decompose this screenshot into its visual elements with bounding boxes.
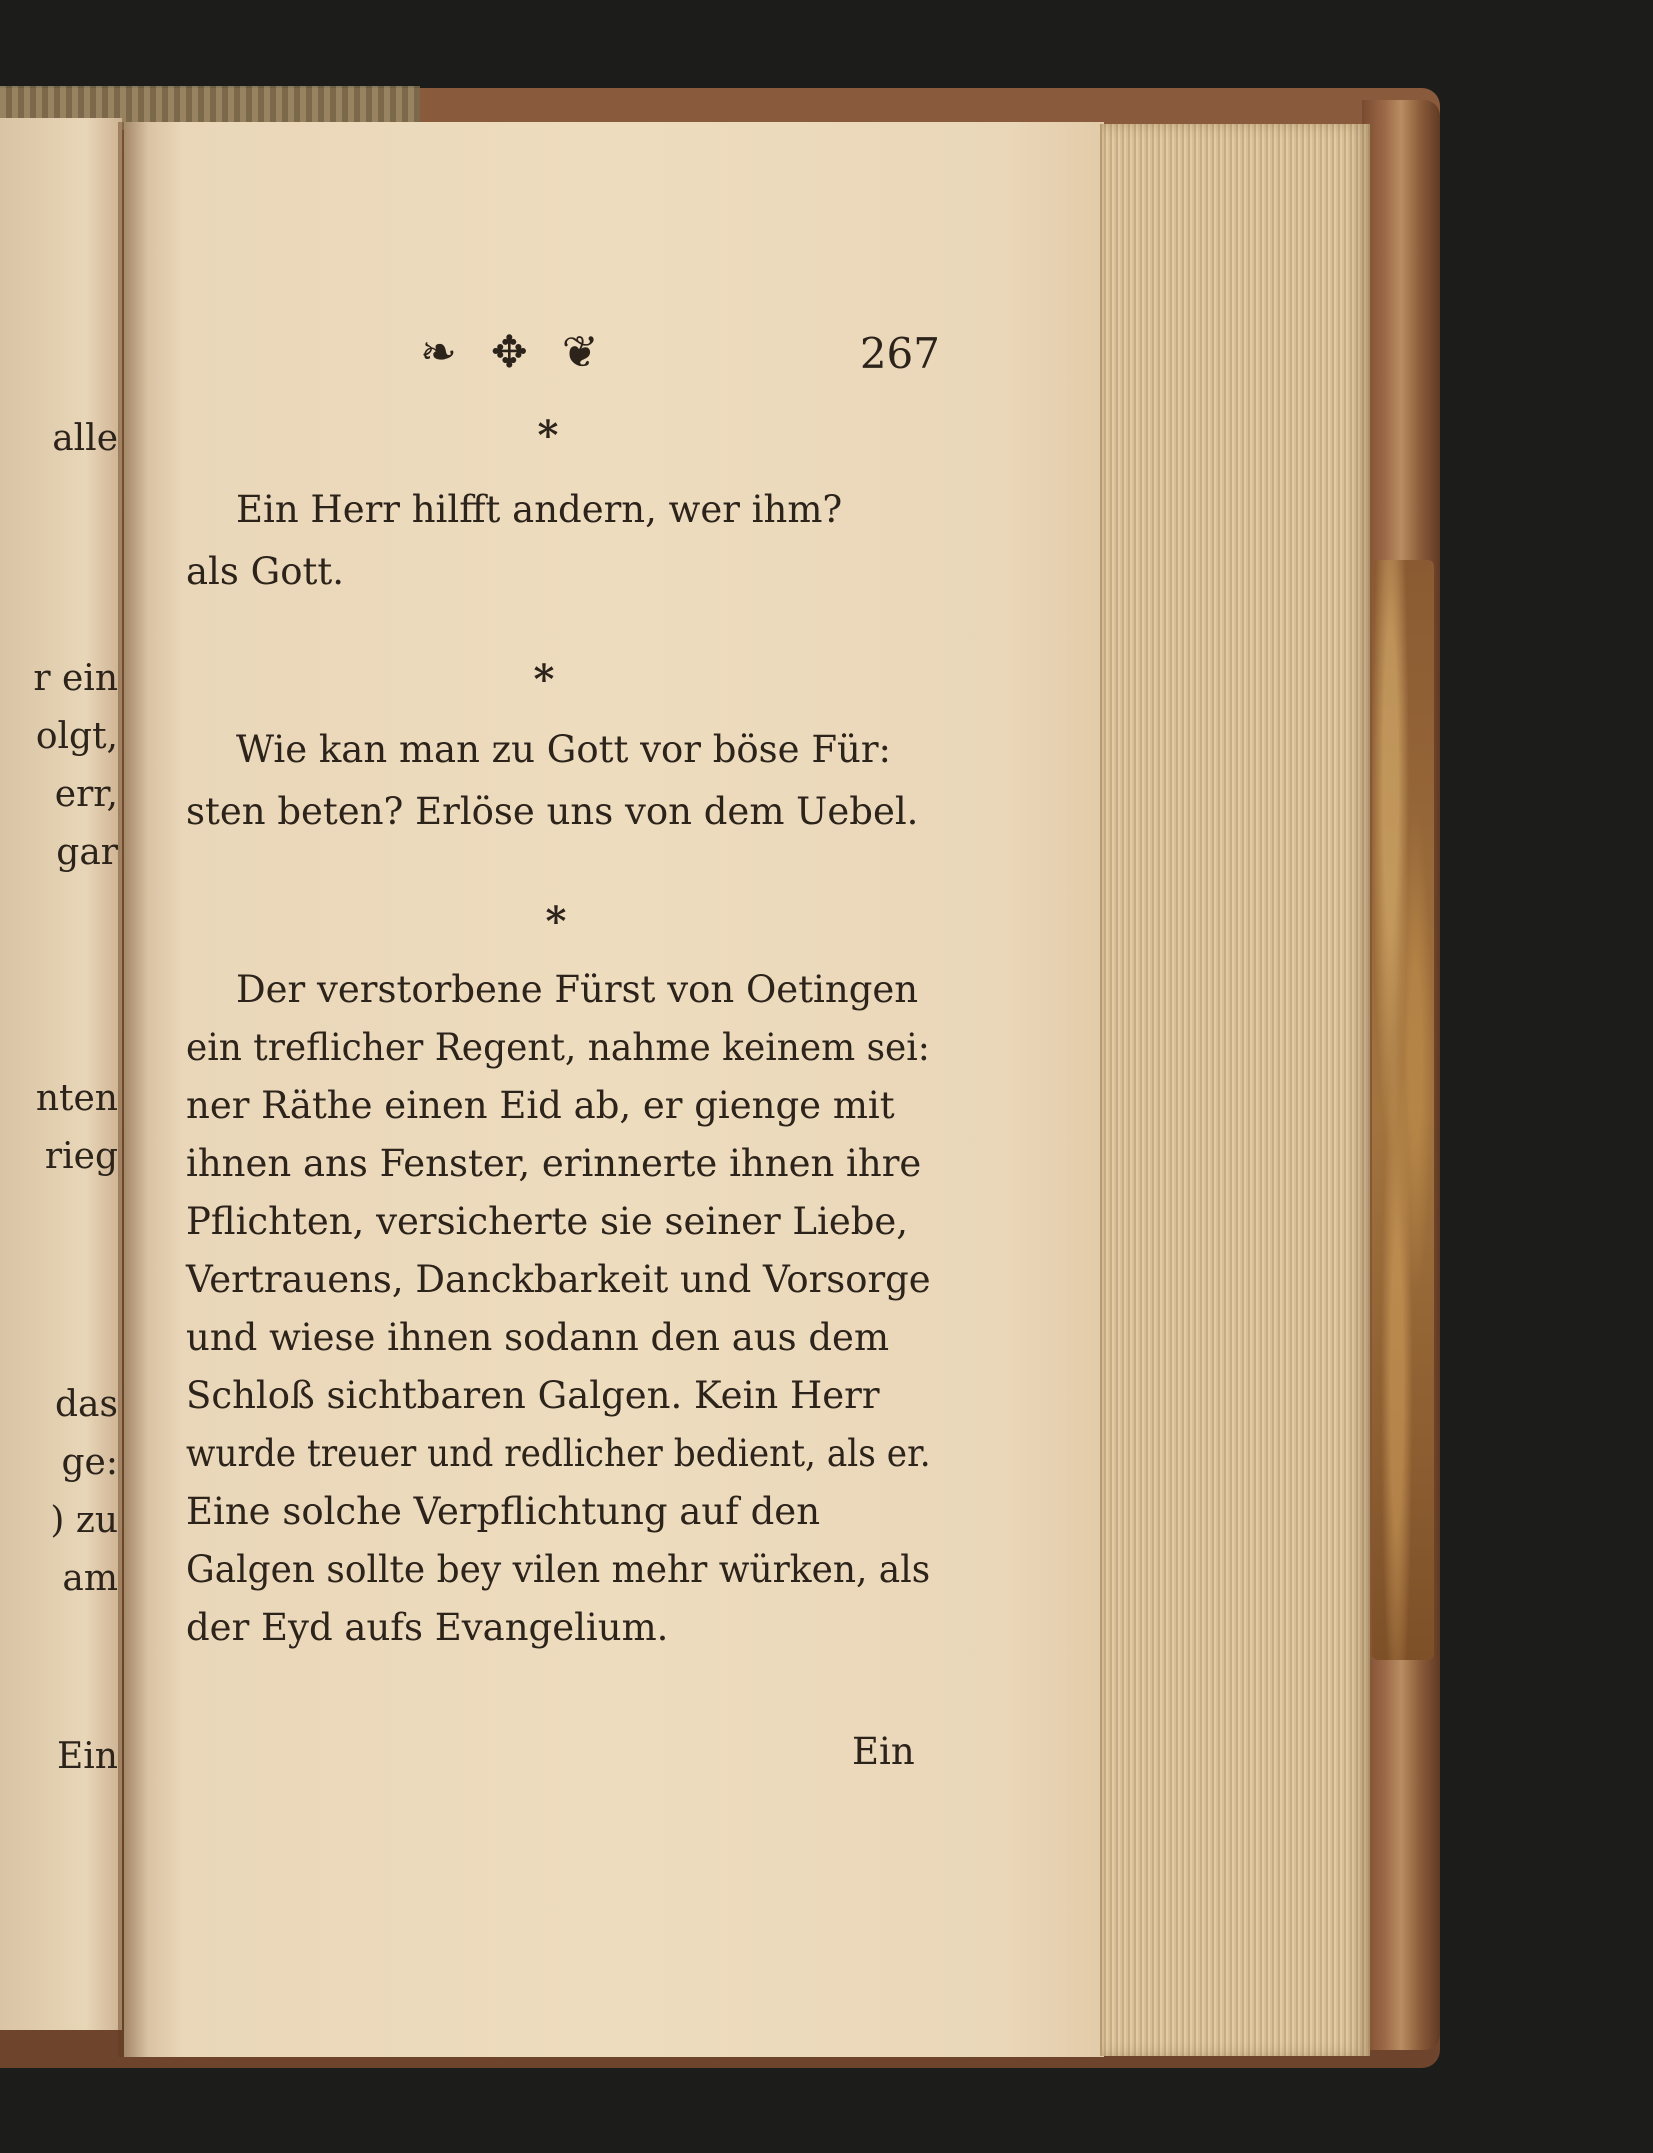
left-fragment: err, bbox=[54, 774, 118, 815]
left-fragment: ) zu bbox=[50, 1500, 118, 1541]
text-line: Eine solche Verpflichtung auf den bbox=[186, 1490, 821, 1533]
running-header bbox=[420, 325, 940, 385]
left-page bbox=[0, 118, 122, 2030]
gutter-shadow bbox=[118, 122, 148, 2057]
text-line: sten beten? Erlöse uns von dem Uebel. bbox=[186, 790, 919, 833]
text-line: der Eyd aufs Evangelium. bbox=[186, 1606, 669, 1649]
text-line: Vertrauens, Danckbarkeit und Vorsorge bbox=[186, 1258, 931, 1301]
text-line: ein treflicher Regent, nahme keinem sei: bbox=[186, 1026, 930, 1069]
text-line: Ein Herr hilfft andern, wer ihm? bbox=[236, 488, 843, 531]
text-line: wurde treuer und redlicher bedient, als er. bbox=[186, 1432, 931, 1475]
header-ornament: ❧ ✥ ❦ bbox=[420, 327, 609, 378]
text-line: ner Räthe einen Eid ab, er gienge mit bbox=[186, 1084, 895, 1127]
left-fragment: nten bbox=[35, 1078, 118, 1119]
text-line: Pflichten, versicherte sie seiner Liebe, bbox=[186, 1200, 909, 1243]
left-fragment: alle bbox=[52, 418, 118, 459]
left-fragment: am bbox=[62, 1558, 118, 1599]
separator-star: * bbox=[545, 898, 567, 945]
page-fore-edge bbox=[1100, 124, 1370, 2056]
page-number: 267 bbox=[859, 329, 940, 378]
left-fragment: das bbox=[55, 1384, 118, 1425]
left-fragment: olgt, bbox=[35, 716, 118, 757]
catchword: Ein bbox=[852, 1730, 915, 1773]
separator-star: * bbox=[537, 412, 559, 459]
separator-star: * bbox=[533, 656, 555, 703]
left-fragment: ge: bbox=[61, 1442, 118, 1483]
left-fragment: gar bbox=[56, 832, 118, 873]
text-line: als Gott. bbox=[186, 550, 344, 593]
marbled-cover bbox=[1372, 560, 1434, 1660]
left-fragment: rieg bbox=[44, 1136, 118, 1177]
left-fragment: Ein bbox=[57, 1736, 118, 1777]
text-line: Wie kan man zu Gott vor böse Für: bbox=[236, 728, 891, 771]
text-line: Schloß sichtbaren Galgen. Kein Herr bbox=[186, 1374, 880, 1417]
left-fragment: r ein bbox=[33, 658, 118, 699]
text-line: Der verstorbene Fürst von Oetingen bbox=[236, 968, 919, 1011]
text-line: ihnen ans Fenster, erinnerte ihnen ihre bbox=[186, 1142, 922, 1185]
text-line: und wiese ihnen sodann den aus dem bbox=[186, 1316, 890, 1359]
text-line: Galgen sollte bey vilen mehr würken, als bbox=[186, 1548, 931, 1591]
